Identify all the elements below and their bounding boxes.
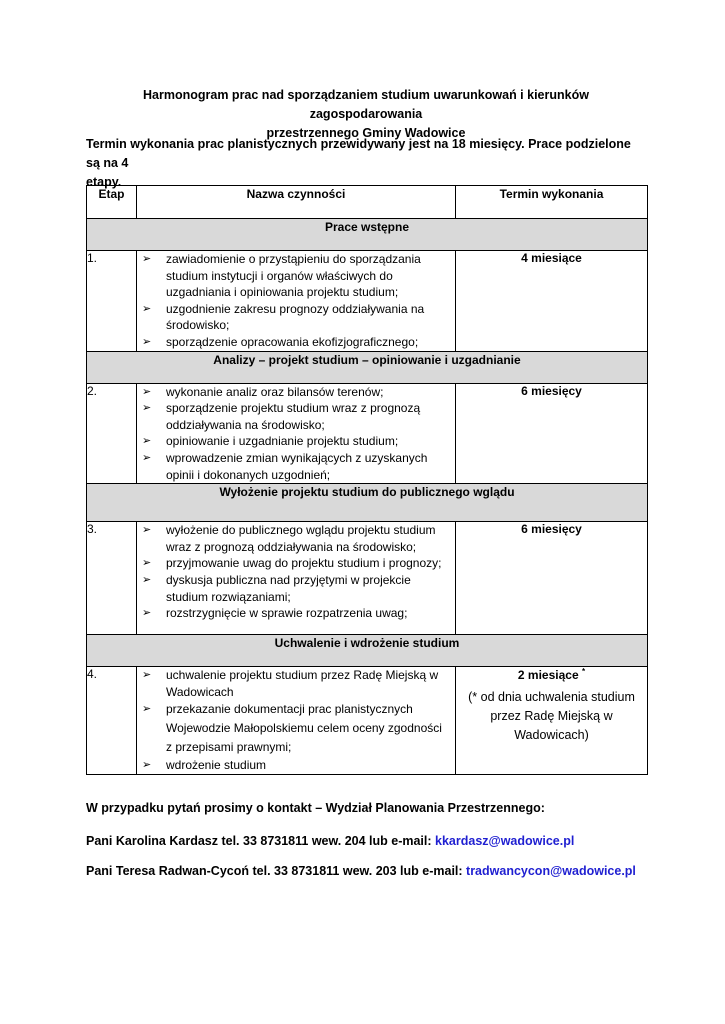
contact-intro: W przypadku pytań prosimy o kontakt – Wydział Planowania Przestrzennego:	[86, 801, 545, 815]
arrowhead-bullet-icon: ➢	[142, 573, 152, 586]
header-stage: Etap	[87, 186, 137, 219]
arrowhead-bullet-icon: ➢	[142, 335, 152, 348]
list-item: ➢ wykonanie analiz oraz bilansów terenów;	[142, 384, 384, 399]
footnote-mark: *	[581, 667, 586, 677]
activity-list	[137, 384, 455, 484]
arrowhead-bullet-icon: ➢	[142, 759, 152, 772]
contact-person-1-text: Pani Karolina Kardasz tel. 33 8731811 wew. 204 lub e-mail:	[86, 834, 436, 848]
stage-heading-cell	[87, 484, 648, 522]
stage-row	[87, 667, 648, 775]
stage-heading: Analizy – projekt studium – opiniowanie i uzgadnianie	[213, 352, 521, 367]
contact-person-2	[86, 862, 636, 880]
stage-row	[87, 251, 648, 352]
note-text: od dnia uchwalenia studium przez Radę Miejską w Wadowicach)	[477, 690, 635, 743]
arrowhead-bullet-icon: ➢	[142, 385, 152, 398]
table-header-row	[87, 186, 648, 219]
note-mark: (*	[468, 690, 478, 705]
email-link-1[interactable]: kkardasz@wadowice.pl	[435, 834, 575, 848]
stage-number: 4.	[87, 667, 137, 775]
arrowhead-bullet-icon: ➢	[142, 703, 152, 716]
title-line-1: Harmonogram prac nad sporządzaniem studium uwarunkowań i kierunków zagospodarowania	[143, 88, 589, 121]
arrowhead-bullet-icon: ➢	[142, 669, 152, 682]
activity-cell	[137, 667, 456, 775]
stage-row	[87, 383, 648, 484]
intro-line-2: etapy.	[86, 175, 122, 189]
list-item: ➢ wprowadzenie zmian wynikających z uzyskanych opinii i dokonanych uzgodnień;	[142, 450, 428, 482]
list-item: ➢ zawiadomienie o przystąpieniu do sporządzania studium instytucji i organów właściwych do uzgadniania i opiniowania projektu studium;	[142, 252, 421, 300]
term-value: 6 miesięcy	[456, 383, 648, 484]
stage-heading-row	[87, 484, 648, 522]
term-value: 6 miesięcy	[456, 522, 648, 635]
stage-heading-row	[87, 351, 648, 383]
stage-heading: Wyłożenie projektu studium do publicznego wglądu	[219, 485, 515, 500]
contact-person-2-text: Pani Teresa Radwan-Cycoń tel. 33 8731811 wew. 203 lub e-mail:	[86, 864, 467, 878]
arrowhead-bullet-icon: ➢	[142, 302, 152, 315]
arrowhead-bullet-icon: ➢	[142, 253, 152, 265]
list-item: ➢ przekazanie dokumentacji prac planistycznych Wojewodzie Małopolskiemu celem oceny zgodności z przepisami prawnymi;	[142, 702, 442, 755]
term-value: 4 miesiące	[456, 251, 648, 352]
list-item: ➢ uzgodnienie zakresu prognozy oddziaływania na środowisko;	[142, 301, 425, 333]
stage-heading: Uchwalenie i wdrożenie studium	[274, 636, 460, 651]
arrowhead-bullet-icon: ➢	[142, 451, 152, 464]
stage-heading-cell	[87, 219, 648, 251]
header-activity: Nazwa czynności	[137, 186, 456, 219]
arrowhead-bullet-icon: ➢	[142, 435, 152, 448]
term-value: 2 miesiące *	[517, 667, 586, 683]
list-item: ➢ wdrożenie studium	[142, 758, 267, 773]
arrowhead-bullet-icon: ➢	[142, 524, 152, 537]
contact-person-1	[86, 832, 574, 850]
stage-number: 1.	[87, 251, 137, 352]
stage-number: 2.	[87, 383, 137, 484]
list-item: ➢ sporządzenie projektu studium wraz z prognozą oddziaływania na środowisko;	[142, 401, 421, 432]
list-item: ➢ rozstrzygnięcie w sprawie rozpatrzenia uwag;	[142, 606, 408, 621]
activity-cell	[137, 522, 456, 635]
term-cell	[456, 667, 648, 775]
email-link-2[interactable]: tradwancycon@wadowice.pl	[466, 864, 636, 878]
activity-cell	[137, 383, 456, 484]
intro-paragraph	[86, 135, 648, 192]
activity-list	[137, 251, 455, 351]
stage-heading-row	[87, 219, 648, 251]
header-term: Termin wykonania	[456, 186, 648, 219]
term-note	[456, 688, 647, 745]
list-item: ➢ uchwalenie projektu studium przez Radę Miejską w Wadowicach	[142, 668, 439, 699]
stage-heading-cell	[87, 635, 648, 667]
arrowhead-bullet-icon: ➢	[142, 557, 152, 570]
list-item: ➢ sporządzenie opracowania ekofizjograficznego;	[142, 334, 419, 349]
stage-heading-cell	[87, 351, 648, 383]
arrowhead-bullet-icon: ➢	[142, 402, 152, 415]
title-line-2: przestrzennego Gminy Wadowice	[266, 126, 466, 140]
list-item: ➢ dyskusja publiczna nad przyjętymi w projekcie studium rozwiązaniami;	[142, 572, 411, 604]
arrowhead-bullet-icon: ➢	[142, 607, 152, 620]
stage-heading: Prace wstępne	[324, 220, 410, 234]
activity-list	[137, 667, 455, 774]
activity-cell	[137, 251, 456, 352]
activity-list	[137, 522, 455, 622]
stage-number: 3.	[87, 522, 137, 635]
schedule-table	[86, 185, 648, 775]
list-item: ➢ przyjmowanie uwag do projektu studium i prognozy;	[142, 556, 442, 571]
stage-row	[87, 522, 648, 635]
stage-heading-row	[87, 635, 648, 667]
list-item: ➢ wyłożenie do publicznego wglądu projektu studium wraz z prognozą oddziaływania na środowisko;	[142, 523, 436, 554]
list-item: ➢ opiniowanie i uzgadnianie projektu studium;	[142, 434, 399, 449]
intro-line-1: Termin wykonania prac planistycznych przewidywany jest na 18 miesięcy. Prace podzielone są na 4	[86, 137, 631, 170]
